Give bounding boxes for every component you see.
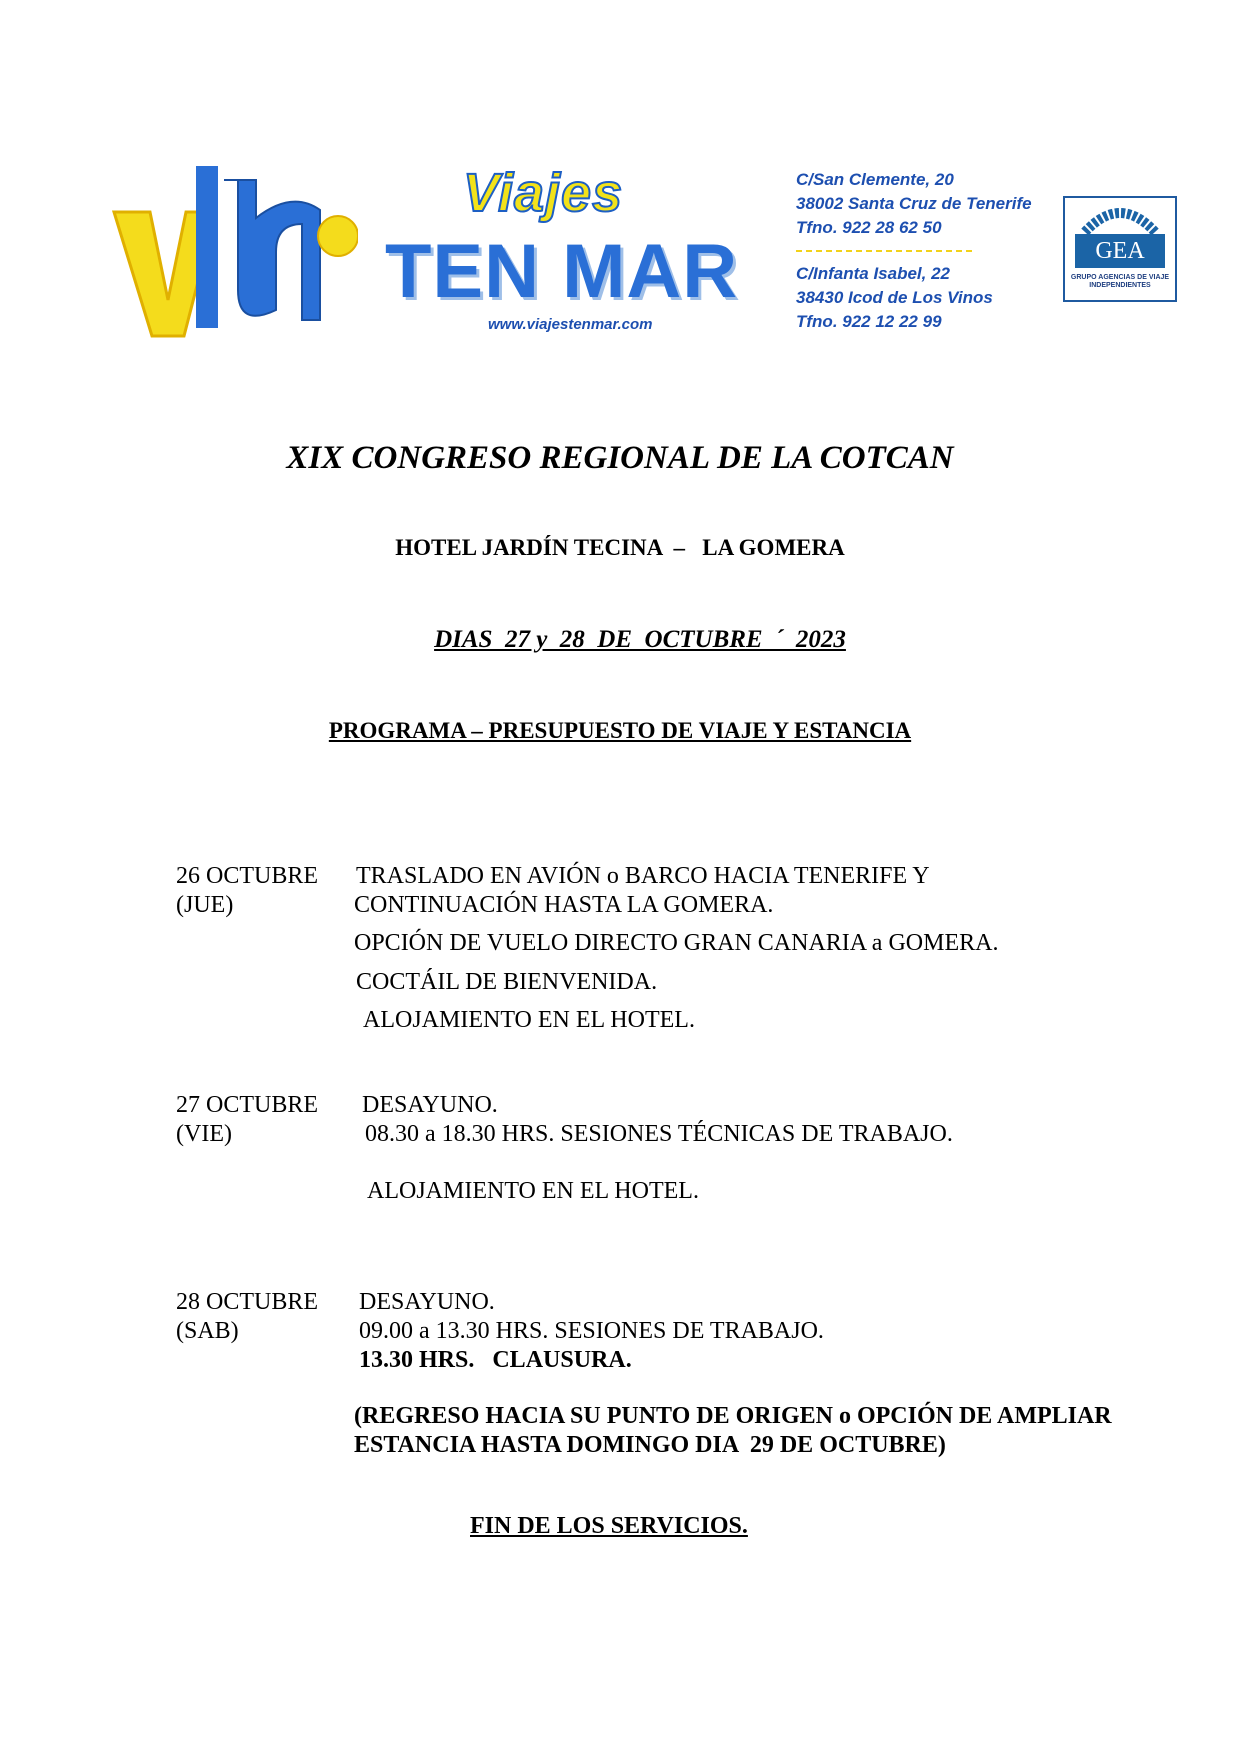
office-2-city: 38430 Icod de Los Vinos bbox=[796, 288, 993, 307]
address-divider bbox=[796, 250, 972, 252]
day1-item: ALOJAMIENTO EN EL HOTEL. bbox=[363, 1007, 695, 1033]
event-dates: DIAS 27 y 28 DE OCTUBRE ´ 2023 bbox=[434, 626, 846, 653]
office-1-city: 38002 Santa Cruz de Tenerife bbox=[796, 194, 1032, 213]
congress-title: XIX CONGRESO REGIONAL DE LA COTCAN bbox=[286, 440, 954, 476]
brand-viajes-text: Viajes bbox=[463, 163, 624, 223]
office-address-2 bbox=[796, 262, 993, 334]
day1-weekday: (JUE) bbox=[176, 892, 234, 918]
gea-logo-name: GEA bbox=[1075, 234, 1165, 268]
office-2-street: C/Infanta Isabel, 22 bbox=[796, 264, 950, 283]
program-heading: PROGRAMA – PRESUPUESTO DE VIAJE Y ESTANCIA bbox=[328, 718, 912, 743]
viajes-ten-mar-logo bbox=[106, 160, 358, 340]
day2-weekday: (VIE) bbox=[176, 1121, 232, 1147]
day1-item: CONTINUACIÓN HASTA LA GOMERA. bbox=[354, 892, 774, 918]
day3-weekday: (SAB) bbox=[176, 1318, 239, 1344]
day1-item: TRASLADO EN AVIÓN o BARCO HACIA TENERIFE Y bbox=[356, 863, 930, 889]
brand-tenmar-text: TEN MAR bbox=[385, 229, 739, 314]
day3-note: ESTANCIA HASTA DOMINGO DIA 29 DE OCTUBRE) bbox=[354, 1432, 946, 1458]
day3-item: 13.30 HRS. CLAUSURA. bbox=[359, 1347, 632, 1373]
end-of-services: FIN DE LOS SERVICIOS. bbox=[470, 1513, 748, 1539]
day3-date: 28 OCTUBRE bbox=[176, 1289, 319, 1315]
website-link[interactable]: www.viajestenmar.com bbox=[488, 316, 653, 333]
day1-date: 26 OCTUBRE bbox=[176, 863, 319, 889]
hotel-location: HOTEL JARDÍN TECINA – LA GOMERA bbox=[395, 535, 845, 560]
day2-item: 08.30 a 18.30 HRS. SESIONES TÉCNICAS DE TRABAJO. bbox=[365, 1121, 953, 1147]
office-1-phone: Tfno. 922 28 62 50 bbox=[796, 218, 942, 237]
gea-logo bbox=[1063, 196, 1177, 302]
day3-item: 09.00 a 13.30 HRS. SESIONES DE TRABAJO. bbox=[359, 1318, 824, 1344]
office-2-phone: Tfno. 922 12 22 99 bbox=[796, 312, 942, 331]
gea-logo-subtitle: GRUPO AGENCIAS DE VIAJE INDEPENDIENTES bbox=[1070, 274, 1170, 289]
day2-item: ALOJAMIENTO EN EL HOTEL. bbox=[367, 1178, 699, 1204]
day3-item: DESAYUNO. bbox=[359, 1289, 495, 1315]
office-1-street: C/San Clemente, 20 bbox=[796, 170, 954, 189]
day3-note: (REGRESO HACIA SU PUNTO DE ORIGEN o OPCIÓN DE AMPLIAR bbox=[354, 1403, 1112, 1429]
globe-icon bbox=[1065, 200, 1175, 234]
day2-date: 27 OCTUBRE bbox=[176, 1092, 319, 1118]
day1-item: COCTÁIL DE BIENVENIDA. bbox=[356, 969, 658, 995]
office-address-1 bbox=[796, 168, 1032, 240]
day2-item: DESAYUNO. bbox=[362, 1092, 498, 1118]
day1-item: OPCIÓN DE VUELO DIRECTO GRAN CANARIA a GOMERA. bbox=[354, 930, 999, 956]
